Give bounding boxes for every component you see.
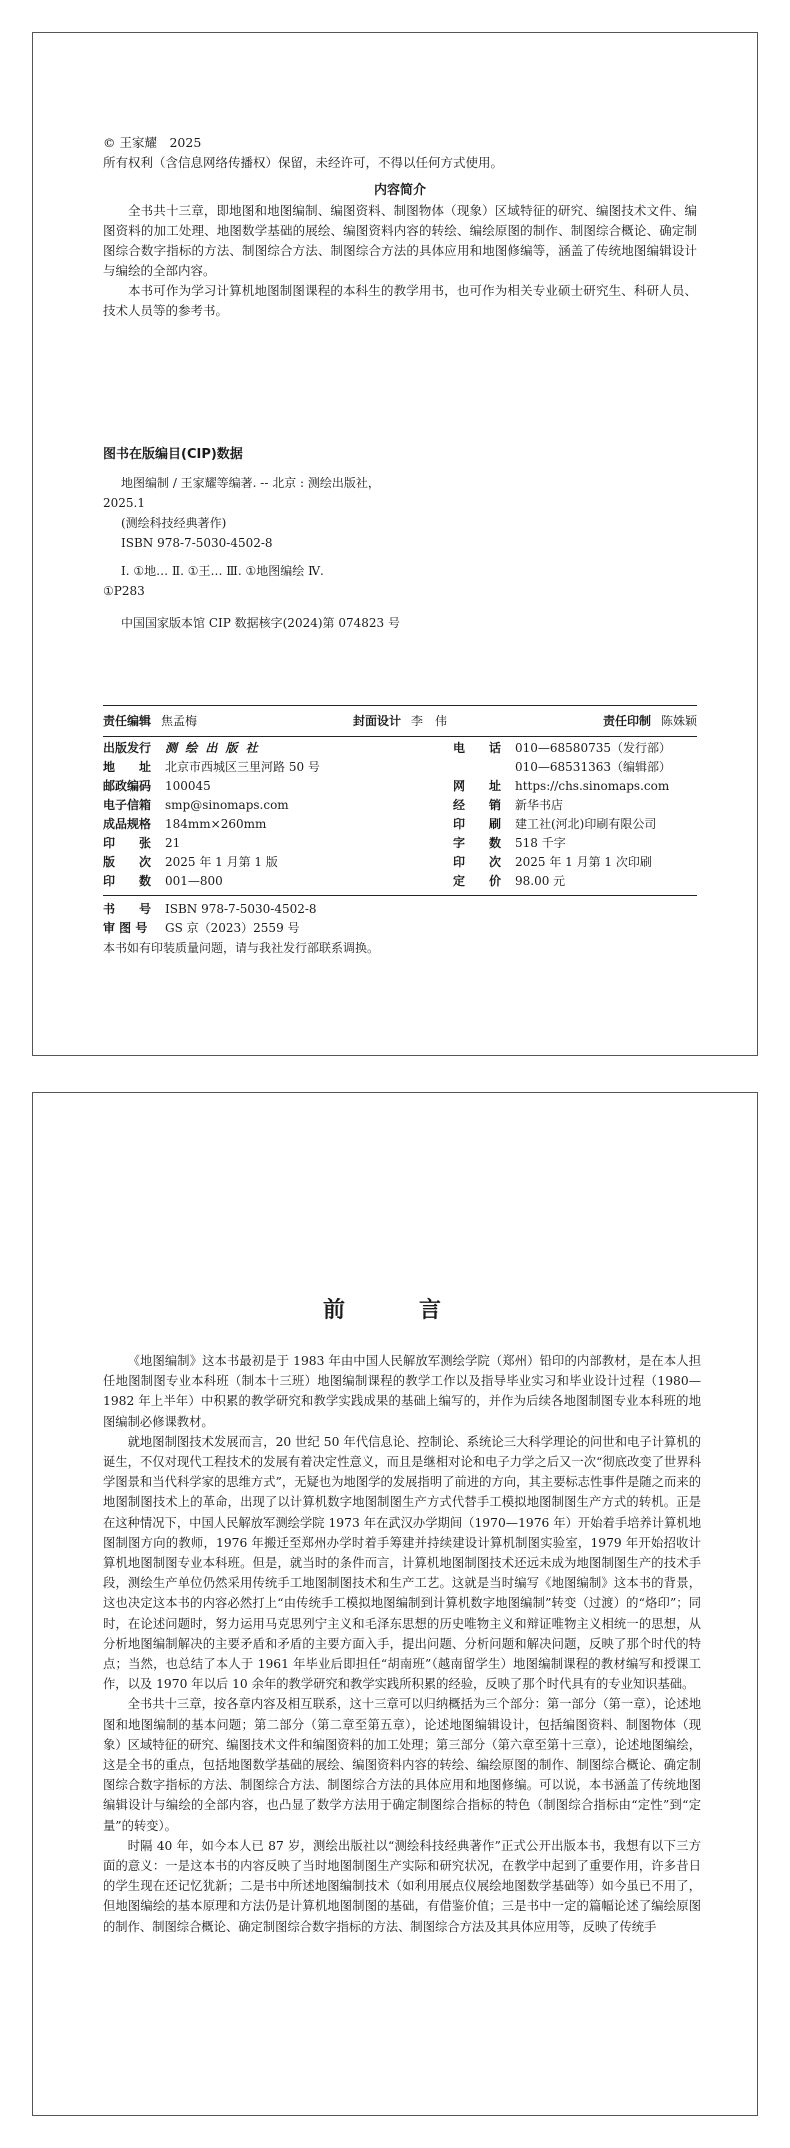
cip-title: 图书在版编目(CIP)数据 [103, 447, 243, 462]
preface-paragraph: 就地图制图技术发展而言，20 世纪 50 年代信息论、控制论、系统论三大科学理论的问世和电子计算机的诞生，不仅对现代工程技术的发展有着决定性意义，而且是继相对论和电子力学之后又一次“彻底改变了世界科学图景和当代科学家的思维方式”，无疑也为地图学的发展指明了前进的方向，其主要标志性事件是随之而来的地图制图技术上的革命，出现了以计算机数字地图制图生产方式代替手工模拟地图制图生产方式的转机。正是在这种情况下，中国人民解放军测绘学院 1973 年在武汉办学期间（1970—1976 年）开始着手培养计算机地图制图方向的教师，1976 年搬迁至郑州办学时着手筹建并持续建设计算机制图实验室，1979 年开始招收计算机地图制图专业本科班。但是，就当时的条件而言，计算机地图制图技术还远未成为地图制图生产的技术手段，测绘生产单位仍然采用传统手工地图制图技术和生产工艺。这就是当时编写《地图编制》这本书的背景，这也决定这本书的内容必然打上“由传统手工模拟地图编制到计算机数字地图编制”转变（过渡）的“烙印”；同时，在论述问题时，努力运用马克思列宁主义和毛泽东思想的历史唯物主义和辩证唯物主义相统一的思想，从分析地图编制解决的主要矛盾和矛盾的主要方面入手，提出问题、分析问题和解决问题，反映了那个时代的特点；当然，也总结了本人于 1961 年毕业后即担任“胡南班”（越南留学生）地图编制课程的教材编写和授课工作，以及 1970 年以后 10 余年的教学研究和教学实践所积累的经验，反映了那个时代具有的专业知识基础。 [103, 1434, 701, 1692]
detail-row: 印 刷 建工社(河北)印刷有限公司 [453, 817, 657, 831]
cip-line: ①P283 [103, 584, 145, 598]
print-supervisor: 责任印制 陈姝颖 [602, 714, 697, 728]
publication-details [103, 737, 697, 895]
preface-title: 前 言 [322, 1298, 467, 1323]
summary-title: 内容简介 [373, 183, 426, 198]
responsible-editor: 责任编辑 焦孟梅 [103, 714, 198, 728]
cip-line: 地图编制 / 王家耀等编著. -- 北京 : 测绘出版社， [121, 476, 380, 490]
cover-designer: 封面设计 李 伟 [352, 714, 448, 728]
detail-row: 网 址 https://chs.sinomaps.com [453, 779, 670, 793]
detail-row: 地 址 北京市西城区三里河路 50 号 [103, 760, 320, 774]
cip-line: (测绘科技经典著作) [121, 516, 227, 530]
detail-row: 印 张 21 [103, 836, 181, 850]
copyright-notice: © 王家耀 2025 [103, 135, 202, 150]
quality-note: 本书如有印装质量问题，请与我社发行部联系调换。 [103, 941, 380, 955]
copyright-block [103, 133, 697, 321]
details-left-column [103, 739, 453, 891]
detail-row: 印 数 001—800 [103, 874, 223, 888]
summary-paragraph: 本书可作为学习计算机地图制图课程的本科生的教学用书，也可作为相关专业硕士研究生、科研人员、技术人员等的参考书。 [103, 283, 697, 318]
isbn-block [103, 896, 697, 958]
detail-row: 010—68531363（编辑部） [515, 760, 671, 774]
detail-row: 印 次 2025 年 1 月第 1 次印刷 [453, 855, 652, 869]
detail-row: 成品规格 184mm×260mm [103, 817, 267, 831]
cip-line: ISBN 978-7-5030-4502-8 [121, 536, 273, 550]
detail-row: 定 价 98.00 元 [453, 874, 566, 888]
detail-row: 字 数 518 千字 [453, 836, 566, 850]
detail-row: 邮政编码 100045 [103, 779, 211, 793]
details-right-column [453, 739, 697, 891]
detail-row: 电 话 010—68580735（发行部） [453, 741, 671, 755]
preface-body [103, 1351, 701, 1937]
publication-credits [103, 705, 697, 958]
detail-row: 审 图 号 GS 京（2023）2559 号 [103, 921, 300, 935]
cip-block [103, 445, 697, 633]
detail-row: 书 号 ISBN 978-7-5030-4502-8 [103, 902, 317, 916]
detail-row: 电子信箱 smp@sinomaps.com [103, 798, 289, 812]
cip-line: Ⅰ. ①地… Ⅱ. ①王… Ⅲ. ①地图编绘 Ⅳ. [121, 564, 324, 578]
copyright-page [32, 32, 758, 1056]
preface-paragraph: 全书共十三章，按各章内容及相互联系，这十三章可以归纳概括为三个部分：第一部分（第一章），论述地图和地图编制的基本问题；第二部分（第二章至第五章），论述地图编辑设计，包括编图资料、制图物体（现象）区域特征的研究、编图技术文件和编图资料的加工处理；第三部分（第六章至第十三章），论述地图编绘，这是全书的重点，包括地图数学基础的展绘、编图资料内容的转绘、编绘原图的制作、制图综合概论、确定制图综合数字指标的方法、制图综合方法、制图综合方法的具体应用和地图修编。可以说，本书涵盖了传统地图编辑设计与编绘的全部内容，也凸显了数学方法用于确定制图综合指标的特色（制图综合指标由“定性”到“定量”的转变）。 [103, 1697, 701, 1833]
cip-line: 2025.1 [103, 496, 145, 510]
detail-row: 经 销 新华书店 [453, 798, 564, 812]
editors-row [103, 706, 697, 736]
cip-note: 中国国家版本馆 CIP 数据核字(2024)第 074823 号 [121, 616, 400, 630]
preface-paragraph: 《地图编制》这本书最初是于 1983 年由中国人民解放军测绘学院（郑州）铅印的内部教材，是在本人担任地图制图专业本科班（制本十三班）地图编制课程的教学工作以及指导毕业实习和毕业设计过程（1980—1982 年上半年）中积累的教学研究和教学实践成果的基础上编写的，并作为后续各地图制图专业本科班的地图编制必修课教材。 [103, 1354, 701, 1429]
detail-row: 出版发行 测 绘 出 版 社 [103, 741, 260, 755]
summary-paragraph: 全书共十三章，即地图和地图编制、编图资料、制图物体（现象）区域特征的研究、编图技术文件、编图资料的加工处理、地图数学基础的展绘、编图资料内容的转绘、编绘原图的制作、制图综合概论、确定制图综合数字指标的方法、制图综合方法、制图综合方法的具体应用和地图修编等，涵盖了传统地图编辑设计与编绘的全部内容。 [103, 203, 697, 278]
preface-paragraph: 时隔 40 年，如今本人已 87 岁，测绘出版社以“测绘科技经典著作”正式公开出版本书，我想有以下三方面的意义：一是这本书的内容反映了当时地图制图生产实际和研究状况，在教学中起到了重要作用，许多昔日的学生现在还记忆犹新；二是书中所述地图编制技术（如利用展点仪展绘地图数学基础等）如今虽已不用了，但地图编绘的基本原理和方法仍是计算机地图制图的基础，有借鉴价值；三是书中一定的篇幅论述了编绘原图的制作、制图综合概论、确定制图综合数字指标的方法、制图综合方法及其具体应用等，反映了传统手 [103, 1838, 701, 1934]
preface-page [32, 1092, 758, 2116]
detail-row: 版 次 2025 年 1 月第 1 版 [103, 855, 278, 869]
rights-statement: 所有权利（含信息网络传播权）保留，未经许可，不得以任何方式使用。 [103, 155, 504, 170]
